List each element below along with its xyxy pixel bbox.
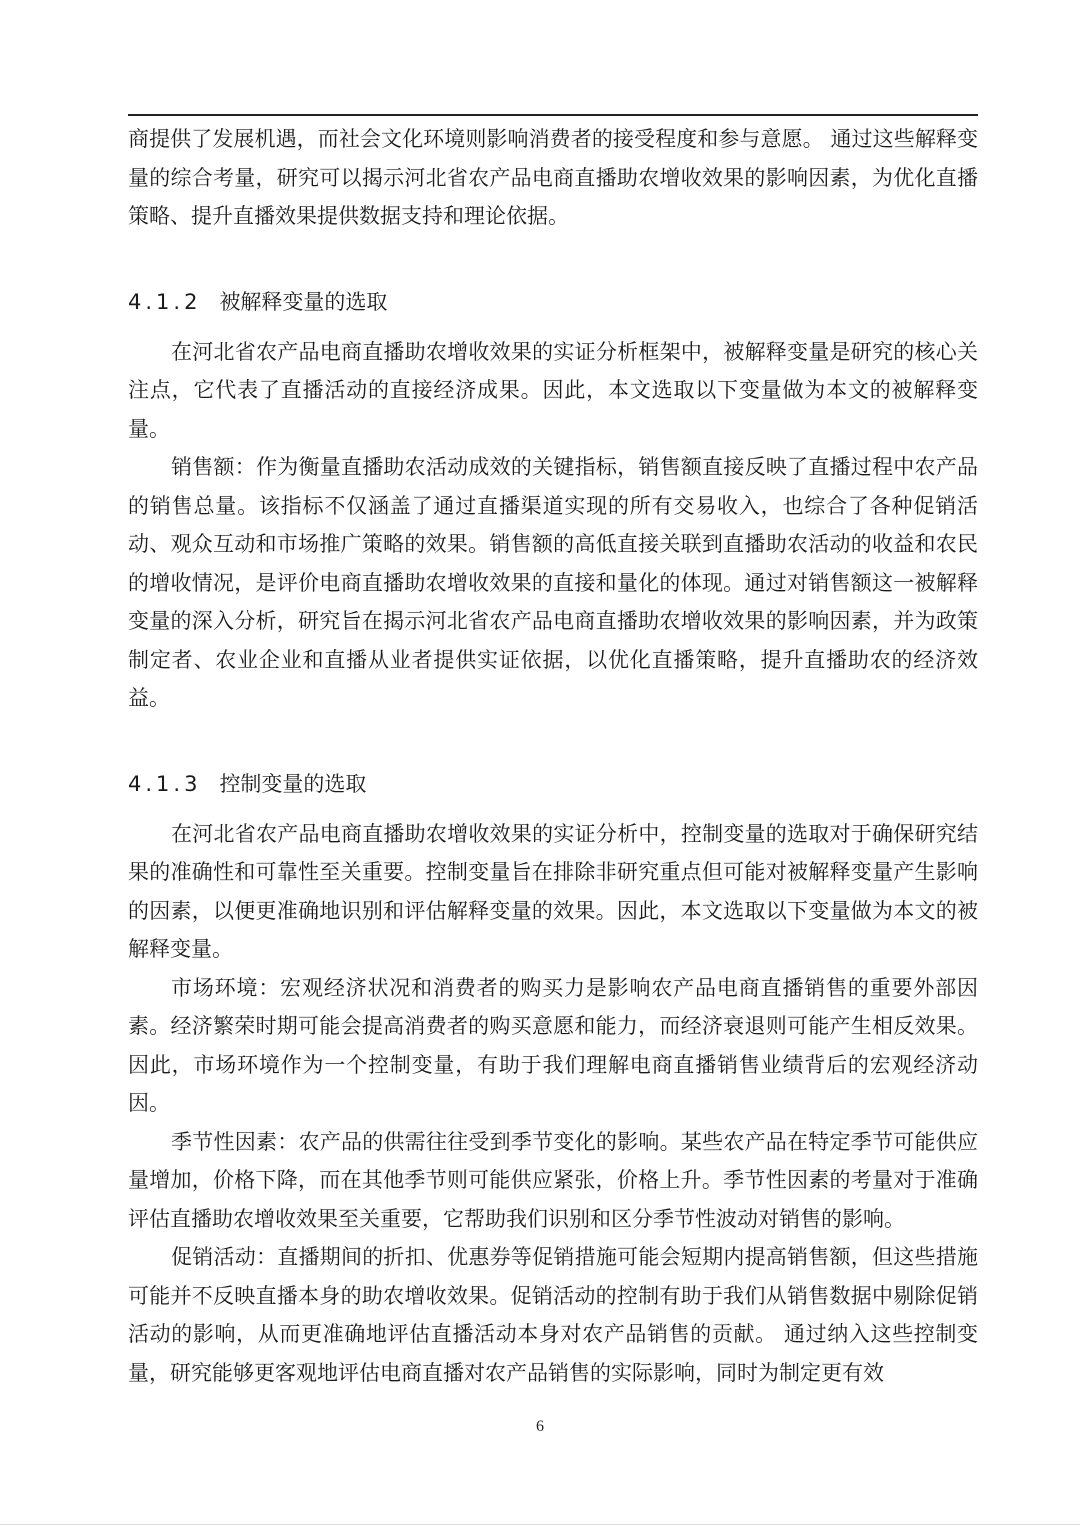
section-gap (128, 236, 978, 281)
section-title: 被解释变量的选取 (219, 289, 388, 314)
section-heading-4-1-2 (128, 281, 978, 333)
page-number: 6 (536, 1418, 544, 1435)
paragraph-continued: 商提供了发展机遇，而社会文化环境则影响消费者的接受程度和参与意愿。 通过这些解释变量的综合考量，研究可以揭示河北省农产品电商直播助农增收效果的影响因素，为优化直播策略、提升直播效果提供数据支持和理论依据。 (128, 127, 978, 228)
page-content (128, 120, 978, 1392)
paragraph: 在河北省农产品电商直播助农增收效果的实证分析框架中，被解释变量是研究的核心关注点，它代表了直播活动的直接经济成果。因此，本文选取以下变量做为本文的被解释变量。 (128, 339, 978, 441)
section-heading-4-1-3 (128, 763, 978, 815)
section-number: 4.1.2 (128, 289, 202, 314)
page-bottom-edge (0, 1524, 1080, 1525)
paragraph: 促销活动：直播期间的折扣、优惠券等促销措施可能会短期内提高销售额，但这些措施可能并不反映直播本身的助农增收效果。促销活动的控制有助于我们从销售数据中剔除促销活动的影响，从而更准确地评估直播活动本身对农产品销售的贡献。 通过纳入这些控制变量，研究能够更客观地评估电商直播对农产品销售的实际影响，同时为制定更有效 (128, 1245, 978, 1385)
section-title: 控制变量的选取 (219, 771, 367, 796)
section-gap (128, 718, 978, 763)
paragraph: 季节性因素：农产品的供需往往受到季节变化的影响。某些农产品在特定季节可能供应量增加，价格下降，而在其他季节则可能供应紧张，价格上升。季节性因素的考量对于准确评估直播助农增收效果至关重要，它帮助我们识别和区分季节性波动对销售的影响。 (128, 1129, 978, 1231)
header-rule (128, 114, 978, 116)
paragraph: 在河北省农产品电商直播助农增收效果的实证分析中，控制变量的选取对于确保研究结果的准确性和可靠性至关重要。控制变量旨在排除非研究重点但可能对被解释变量产生影响的因素，以便更准确地识别和评估解释变量的效果。因此，本文选取以下变量做为本文的被解释变量。 (128, 821, 978, 961)
paragraph: 市场环境：宏观经济状况和消费者的购买力是影响农产品电商直播销售的重要外部因素。经济繁荣时期可能会提高消费者的购买意愿和能力，而经济衰退则可能产生相反效果。因此，市场环境作为一个控制变量，有助于我们理解电商直播销售业绩背后的宏观经济动因。 (128, 975, 978, 1115)
paragraph: 销售额：作为衡量直播助农活动成效的关键指标，销售额直接反映了直播过程中农产品的销售总量。该指标不仅涵盖了通过直播渠道实现的所有交易收入，也综合了各种促销活动、观众互动和市场推广策略的效果。销售额的高低直接关联到直播助农活动的收益和农民的增收情况，是评价电商直播助农增收效果的直接和量化的体现。通过对销售额这一被解释变量的深入分析，研究旨在揭示河北省农产品电商直播助农增收效果的影响因素，并为政策制定者、农业企业和直播从业者提供实证依据，以优化直播策略，提升直播助农的经济效益。 (128, 455, 978, 710)
section-number: 4.1.3 (128, 771, 202, 796)
